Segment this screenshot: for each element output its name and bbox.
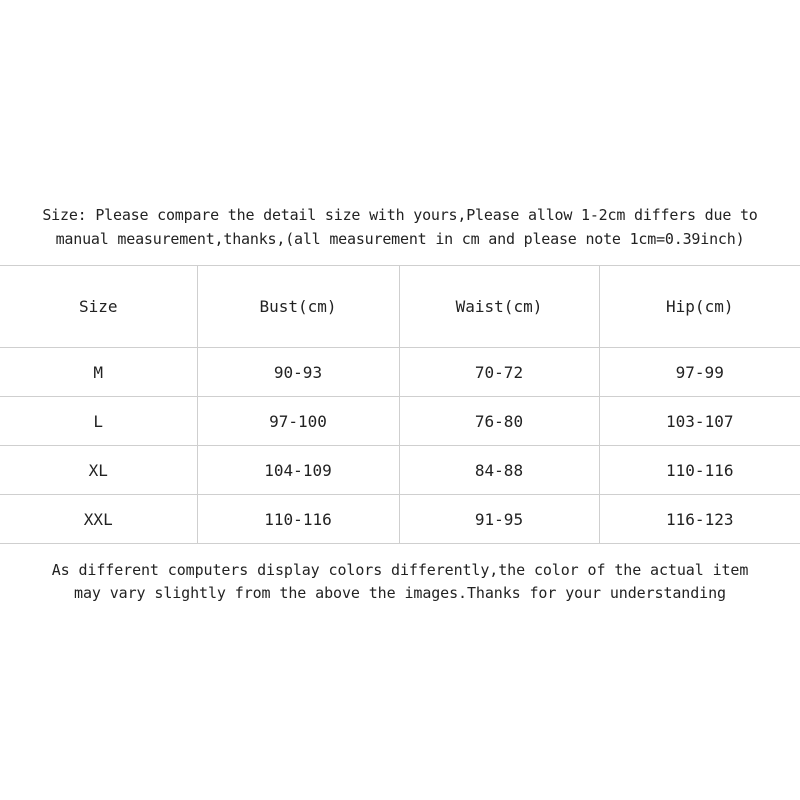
cell-hip: 116-123 [599,495,800,544]
header-bust: Bust(cm) [197,266,399,348]
header-size: Size [0,266,197,348]
table-header-row [0,266,800,348]
table-row [0,495,800,544]
cell-size: XL [0,446,197,495]
table-row [0,446,800,495]
cell-waist: 76-80 [399,397,599,446]
cell-size: M [0,348,197,397]
cell-size: L [0,397,197,446]
cell-hip: 97-99 [599,348,800,397]
header-hip: Hip(cm) [599,266,800,348]
cell-hip: 103-107 [599,397,800,446]
cell-bust: 104-109 [197,446,399,495]
table-row [0,348,800,397]
size-note-line-2: manual measurement,thanks,(all measurement in cm and please note 1cm=0.39inch) [55,230,745,248]
size-note [0,203,800,251]
size-chart-table [0,265,800,544]
table-row [0,397,800,446]
color-disclaimer [0,559,800,605]
cell-hip: 110-116 [599,446,800,495]
cell-bust: 90-93 [197,348,399,397]
color-disclaimer-line-2: may vary slightly from the above the images.Thanks for your understanding [74,584,726,602]
color-disclaimer-line-1: As different computers display colors differently,the color of the actual item [51,561,749,579]
cell-bust: 97-100 [197,397,399,446]
size-note-line-1: Size: Please compare the detail size with yours,Please allow 1-2cm differs due to [42,206,758,224]
cell-size: XXL [0,495,197,544]
cell-waist: 91-95 [399,495,599,544]
cell-bust: 110-116 [197,495,399,544]
header-waist: Waist(cm) [399,266,599,348]
cell-waist: 70-72 [399,348,599,397]
cell-waist: 84-88 [399,446,599,495]
